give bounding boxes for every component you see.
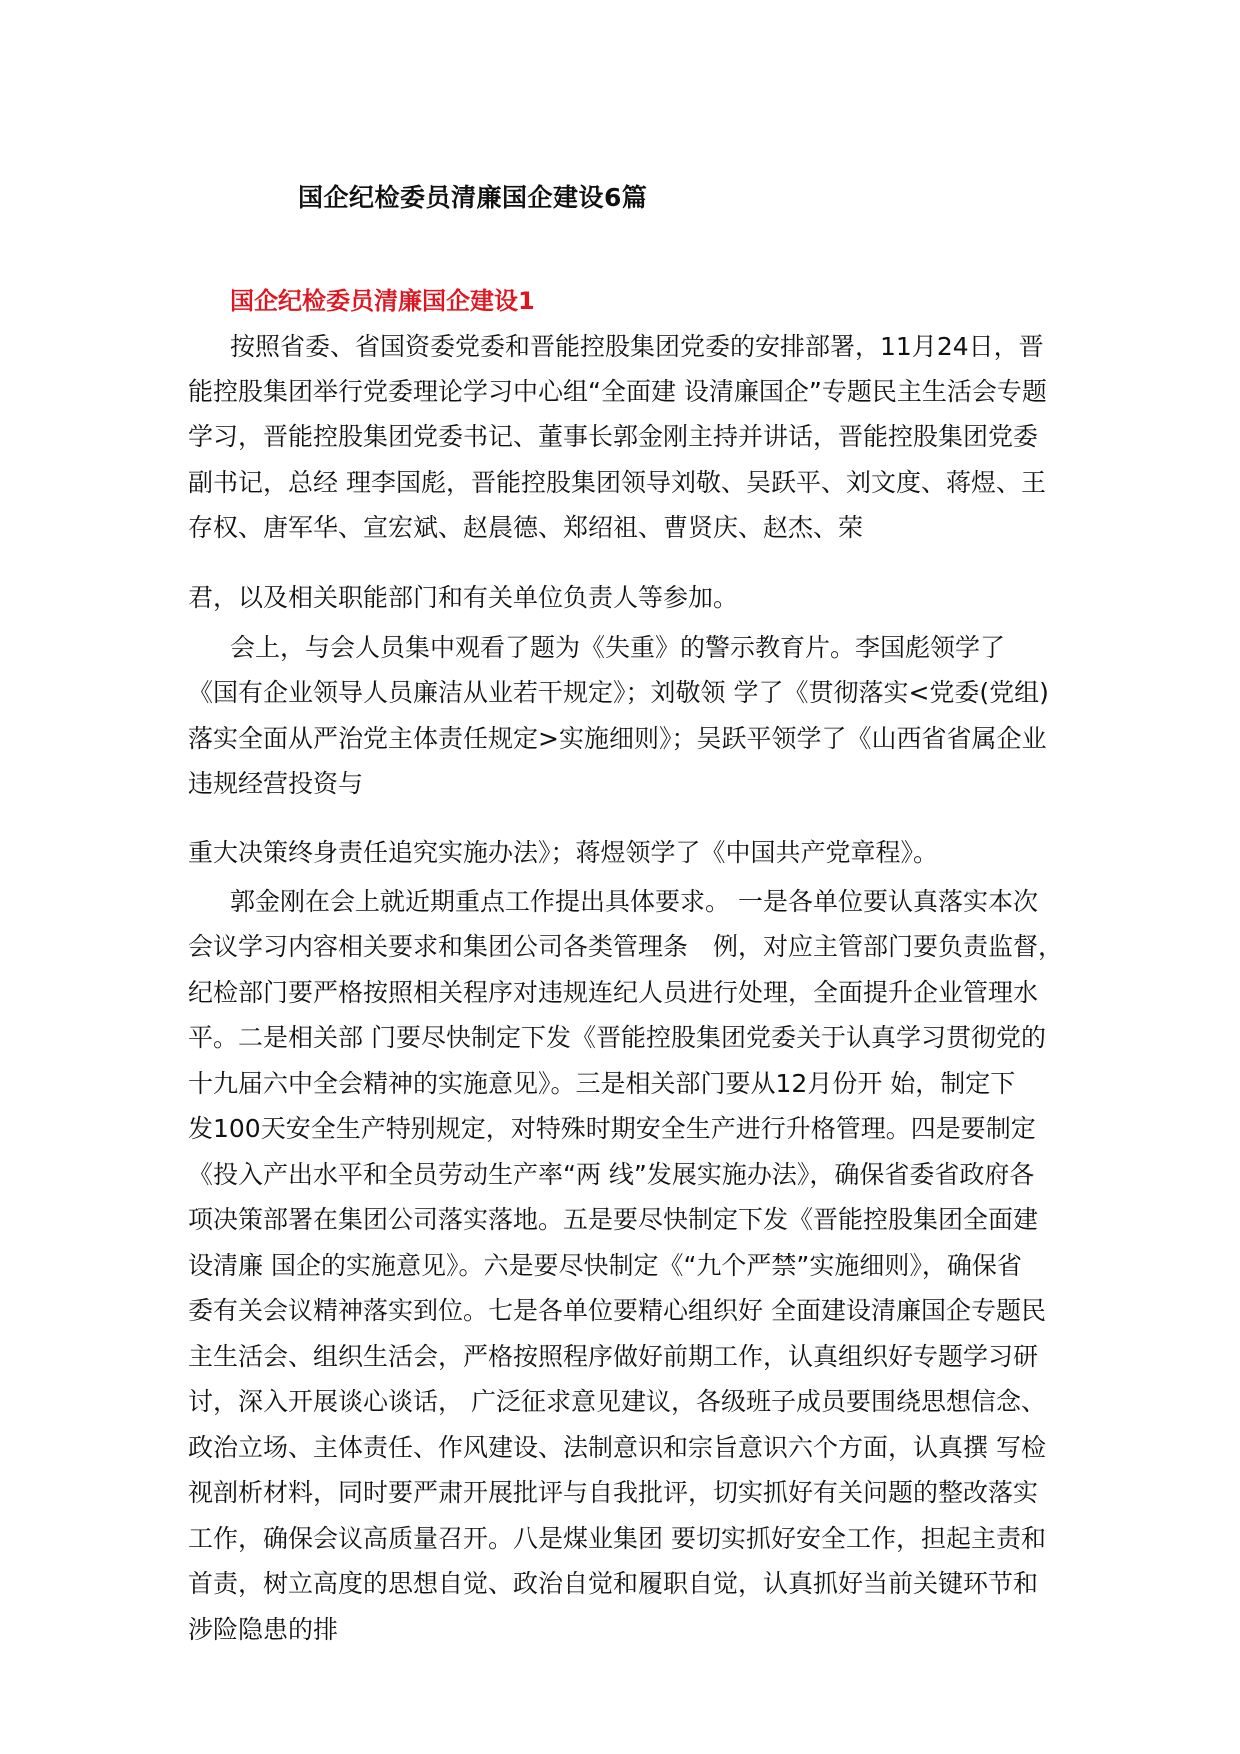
text-line: 涉险隐患的排 <box>188 1615 339 1644</box>
text-line: 视剖析材料，同时要严肃开展批评与自我批评，切实抓好有关问题的整改落实 <box>188 1478 1039 1507</box>
text-line: 工作，确保会议高质量召开。八是煤业集团 要切实抓好安全工作，担起主责和 <box>188 1524 1046 1553</box>
text-line: 平。二是相关部 门要尽快制定下发《晋能控股集团党委关于认真学习贯彻党的 <box>188 1023 1046 1052</box>
text-line: 《国有企业领导人员廉洁从业若干规定》；刘敬领 学了《贯彻落实<党委(党组) <box>188 678 1049 707</box>
text-line: 政治立场、主体责任、作风建设、法制意识和宗旨意识六个方面，认真撰 写检 <box>188 1433 1046 1462</box>
text-line: 纪检部门要严格按照相关程序对违规连纪人员进行处理，全面提升企业管理水 <box>188 978 1039 1007</box>
text-line: 委有关会议精神落实到位。七是各单位要精心组织好 全面建设清廉国企专题民 <box>188 1296 1046 1325</box>
text-line: 发100天安全生产特别规定，对特殊时期安全生产进行升格管理。四是要制定 <box>188 1114 1036 1143</box>
text-line: 违规经营投资与 <box>188 769 364 798</box>
text-line: 重大决策终身责任追究实施办法》；蒋煜领学了《中国共产党章程》。 <box>188 838 939 867</box>
text-line: 落实全面从严治党主体责任规定>实施细则》；吴跃平领学了《山西省省属企业 <box>188 724 1047 753</box>
text-line: 副书记，总经 理李国彪，晋能控股集团领导刘敬、吴跃平、刘文度、蒋煜、王 <box>188 468 1046 497</box>
text-line: 存权、唐军华、宣宏斌、赵晨德、郑绍祖、曹贤庆、赵杰、荣 <box>188 513 864 542</box>
text-line: 设清廉 国企的实施意见》。六是要尽快制定《“九个严禁”实施细则》，确保省 <box>188 1251 1022 1280</box>
text-line: 首责，树立高度的思想自觉、政治自觉和履职自觉，认真抓好当前关键环节和 <box>188 1569 1039 1598</box>
text-line: 能控股集团举行党委理论学习中心组“全面建 设清廉国企”专题民主生活会专题 <box>188 377 1047 406</box>
text-line: 十九届六中全会精神的实施意见》。三是相关部门要从12月份开 始，制定下 <box>188 1069 1016 1098</box>
text-line: 学习，晋能控股集团党委书记、董事长郭金刚主持并讲话，晋能控股集团党委 <box>188 422 1039 451</box>
text-line: 君，以及相关职能部门和有关单位负责人等参加。 <box>188 583 739 612</box>
document-title: 国企纪检委员清廉国企建设6篇 <box>298 183 648 212</box>
text-line: 主生活会、组织生活会，严格按照程序做好前期工作，认真组织好专题学习研 <box>188 1342 1039 1371</box>
text-line: 《投入产出水平和全员劳动生产率“两 线”发展实施办法》，确保省委省政府各 <box>188 1160 1035 1189</box>
section-title: 国企纪检委员清廉国企建设1 <box>230 287 535 315</box>
text-line: 会议学习内容相关要求和集团公司各类管理条 例，对应主管部门要负责监督， <box>188 932 1064 961</box>
text-line: 会上，与会人员集中观看了题为《失重》的警示教育片。李国彪领学了 <box>230 633 1006 662</box>
text-line: 按照省委、省国资委党委和晋能控股集团党委的安排部署，11月24日，晋 <box>230 332 1044 361</box>
text-line: 项决策部署在集团公司落实落地。五是要尽快制定下发《晋能控股集团全面建 <box>188 1205 1039 1234</box>
text-line: 讨，深入开展谈心谈话， 广泛征求意见建议，各级班子成员要围绕思想信念、 <box>188 1387 1046 1416</box>
text-line: 郭金刚在会上就近期重点工作提出具体要求。 一是各单位要认真落实本次 <box>230 887 1038 916</box>
